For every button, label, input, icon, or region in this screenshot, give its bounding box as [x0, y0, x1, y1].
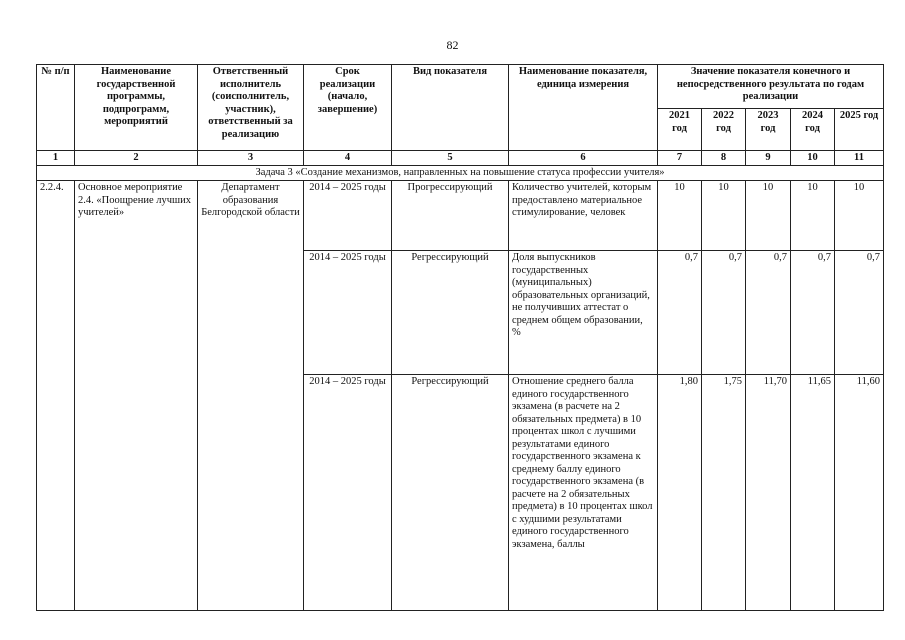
header-year-2025: 2025 год [835, 109, 884, 151]
period-cell: 2014 – 2025 годы [304, 251, 392, 375]
column-number: 3 [198, 151, 304, 166]
column-number: 8 [702, 151, 746, 166]
value-2021: 1,80 [658, 375, 702, 611]
header-indicator-kind: Вид показателя [392, 65, 509, 151]
header-year-2023: 2023 год [746, 109, 791, 151]
header-year-2024: 2024 год [791, 109, 835, 151]
column-number: 10 [791, 151, 835, 166]
value-2022: 10 [702, 181, 746, 251]
value-2024: 10 [791, 181, 835, 251]
indicator-name-cell: Отношение среднего балла единого государственного экзамена (в расчете на 2 обязательных предмета) в 10 процентах школ с лучшими результатами единого государственного экзамена к среднему баллу единого государственного экзамена (в расчете на 2 обязательных предмета) в 10 процентах школ с худшими результатами единого государственного экзамена, баллы [509, 375, 658, 611]
value-2022: 1,75 [702, 375, 746, 611]
value-2025: 11,60 [835, 375, 884, 611]
column-number: 5 [392, 151, 509, 166]
table-row [37, 181, 884, 251]
column-number: 11 [835, 151, 884, 166]
value-2024: 0,7 [791, 251, 835, 375]
value-2025: 10 [835, 181, 884, 251]
value-2023: 11,70 [746, 375, 791, 611]
page-number: 82 [446, 38, 459, 52]
activity-name: Основное мероприятие 2.4. «Поощрение лучших учителей» [75, 181, 198, 611]
indicator-kind-cell: Регрессирующий [392, 251, 509, 375]
value-2024: 11,65 [791, 375, 835, 611]
indicator-name-cell: Доля выпускников государственных (муниципальных) образовательных организаций, не получивших аттестат о среднем общем образовании, % [509, 251, 658, 375]
task-row [37, 166, 884, 181]
column-number-row [37, 151, 884, 166]
indicator-kind-cell: Прогрессирующий [392, 181, 509, 251]
value-2025: 0,7 [835, 251, 884, 375]
header-year-2021: 2021 год [658, 109, 702, 151]
activity-number: 2.2.4. [37, 181, 75, 611]
period-cell: 2014 – 2025 годы [304, 375, 392, 611]
value-2022: 0,7 [702, 251, 746, 375]
column-number: 9 [746, 151, 791, 166]
value-2023: 0,7 [746, 251, 791, 375]
column-number: 4 [304, 151, 392, 166]
task-title: Задача 3 «Создание механизмов, направленных на повышение статуса профессии учителя» [37, 166, 884, 181]
indicator-kind-cell: Регрессирующий [392, 375, 509, 611]
header-number: № п/п [37, 65, 75, 151]
indicator-name-cell: Количество учителей, которым предоставлено материальное стимулирование, человек [509, 181, 658, 251]
value-2023: 10 [746, 181, 791, 251]
value-2021: 0,7 [658, 251, 702, 375]
header-period: Срок реализации (начало, завершение) [304, 65, 392, 151]
header-year-2022: 2022 год [702, 109, 746, 151]
header-values-group: Значение показателя конечного и непосредственного результата по годам реализации [658, 65, 884, 109]
activity-executor: Департамент образования Белгородской области [198, 181, 304, 611]
indicators-table [36, 64, 884, 611]
header-executor: Ответственный исполнитель (соисполнитель, участник), ответственный за реализацию [198, 65, 304, 151]
column-number: 2 [75, 151, 198, 166]
column-number: 1 [37, 151, 75, 166]
period-cell: 2014 – 2025 годы [304, 181, 392, 251]
column-number: 6 [509, 151, 658, 166]
column-number: 7 [658, 151, 702, 166]
value-2021: 10 [658, 181, 702, 251]
header-program-name: Наименование государственной программы, подпрограмм, мероприятий [75, 65, 198, 151]
header-indicator-name: Наименование показателя, единица измерения [509, 65, 658, 151]
